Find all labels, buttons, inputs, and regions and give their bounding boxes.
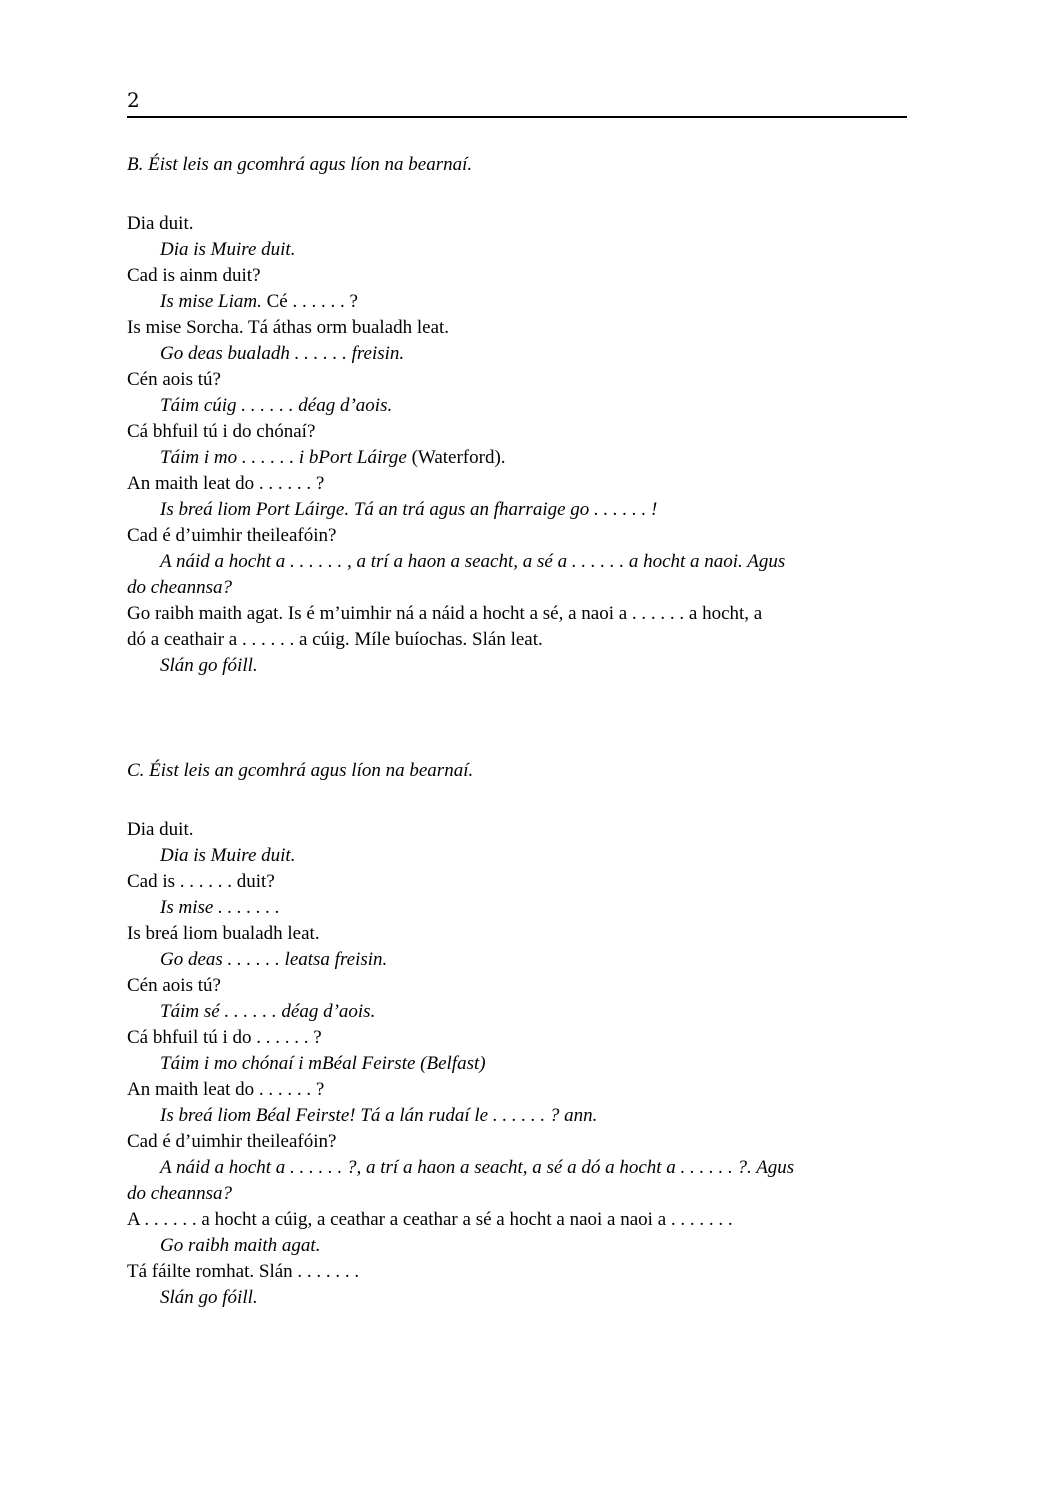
dialogue-line bbox=[127, 1285, 909, 1311]
dialogue bbox=[127, 817, 909, 1311]
dialogue-text: A náid a hocht a . . . . . . ?, a trí a haon a seacht, a sé a dó a hocht a . . . . . . ?. Agus bbox=[160, 1157, 795, 1178]
dialogue-line bbox=[127, 895, 909, 921]
dialogue-text: Is mise Liam. bbox=[160, 291, 262, 312]
dialogue-line bbox=[127, 1233, 909, 1259]
dialogue-text: Cé . . . . . . ? bbox=[261, 291, 358, 312]
dialogue-text: Go raibh maith agat. bbox=[160, 1235, 321, 1256]
dialogue-line bbox=[127, 601, 909, 627]
dialogue-text: dó a ceathair a . . . . . . a cúig. Míle buíochas. Slán leat. bbox=[127, 629, 543, 650]
dialogue-text: Tá fáilte romhat. Slán . . . . . . . bbox=[127, 1261, 360, 1282]
dialogue-text: Dia is Muire duit. bbox=[160, 845, 296, 866]
dialogue-line bbox=[127, 1207, 909, 1233]
dialogue-line bbox=[127, 341, 909, 367]
dialogue-text: Slán go fóill. bbox=[160, 655, 258, 676]
dialogue-line bbox=[127, 393, 909, 419]
dialogue-line bbox=[127, 1051, 909, 1077]
dialogue-line bbox=[127, 1155, 909, 1181]
dialogue-text: Go raibh maith agat. Is é m’uimhir ná a náid a hocht a sé, a naoi a . . . . . . a hocht, a bbox=[127, 603, 763, 624]
dialogue-line bbox=[127, 1025, 909, 1051]
dialogue-line bbox=[127, 315, 909, 341]
dialogue-line bbox=[127, 653, 909, 679]
dialogue-text: An maith leat do . . . . . . ? bbox=[127, 473, 325, 494]
dialogue-text: Dia duit. bbox=[127, 819, 194, 840]
section-title: C. Éist leis an gcomhrá agus líon na bearnaí. bbox=[127, 760, 474, 781]
dialogue-line bbox=[127, 575, 909, 601]
dialogue-text: Is breá liom Béal Feirste! Tá a lán rudaí le . . . . . . ? ann. bbox=[160, 1105, 598, 1126]
dialogue-text: Táim i mo . . . . . . i bPort Láirge bbox=[160, 447, 407, 468]
dialogue-line bbox=[127, 1103, 909, 1129]
dialogue-text: Dia is Muire duit. bbox=[160, 239, 296, 260]
dialogue-line bbox=[127, 1129, 909, 1155]
exercise-section-c bbox=[127, 758, 909, 1311]
dialogue-text: (Waterford). bbox=[406, 447, 506, 468]
dialogue-line bbox=[127, 1077, 909, 1103]
dialogue-text: Cén aois tú? bbox=[127, 975, 221, 996]
dialogue-text: Is breá liom bualadh leat. bbox=[127, 923, 320, 944]
dialogue-text: Is mise . . . . . . . bbox=[160, 897, 280, 918]
dialogue-line bbox=[127, 211, 909, 237]
dialogue-text: Cá bhfuil tú i do . . . . . . ? bbox=[127, 1027, 322, 1048]
dialogue-text: Dia duit. bbox=[127, 213, 194, 234]
dialogue-text: Cad é d’uimhir theileafóin? bbox=[127, 1131, 337, 1152]
dialogue-text: Is mise Sorcha. Tá áthas orm bualadh leat. bbox=[127, 317, 450, 338]
dialogue-line bbox=[127, 289, 909, 315]
dialogue-line bbox=[127, 973, 909, 999]
page-number: 2 bbox=[127, 88, 140, 112]
dialogue-line bbox=[127, 549, 909, 575]
dialogue-line bbox=[127, 497, 909, 523]
dialogue-text: Táim cúig . . . . . . déag d’aois. bbox=[160, 395, 393, 416]
dialogue-line bbox=[127, 921, 909, 947]
dialogue-line bbox=[127, 999, 909, 1025]
dialogue-line bbox=[127, 947, 909, 973]
dialogue-text: An maith leat do . . . . . . ? bbox=[127, 1079, 325, 1100]
dialogue-line bbox=[127, 419, 909, 445]
dialogue-text: Is breá liom Port Láirge. Tá an trá agus an fharraige go . . . . . . ! bbox=[160, 499, 658, 520]
dialogue-line bbox=[127, 627, 909, 653]
dialogue-text: Cad is . . . . . . duit? bbox=[127, 871, 275, 892]
dialogue-text: do cheannsa? bbox=[127, 1183, 233, 1204]
dialogue-text: Cén aois tú? bbox=[127, 369, 221, 390]
dialogue-line bbox=[127, 523, 909, 549]
dialogue-line bbox=[127, 367, 909, 393]
header-rule bbox=[127, 116, 907, 118]
section-title: B. Éist leis an gcomhrá agus líon na bearnaí. bbox=[127, 154, 473, 175]
dialogue-line bbox=[127, 445, 909, 471]
dialogue-line bbox=[127, 817, 909, 843]
dialogue-line bbox=[127, 237, 909, 263]
dialogue-text: A . . . . . . a hocht a cúig, a ceathar a ceathar a sé a hocht a naoi a naoi a . . . . . . . bbox=[127, 1209, 733, 1230]
dialogue-text: Go deas . . . . . . leatsa freisin. bbox=[160, 949, 388, 970]
dialogue-line bbox=[127, 1181, 909, 1207]
dialogue-line bbox=[127, 263, 909, 289]
dialogue-line bbox=[127, 1259, 909, 1285]
dialogue-text: Cad is ainm duit? bbox=[127, 265, 261, 286]
dialogue-line bbox=[127, 869, 909, 895]
dialogue-line bbox=[127, 843, 909, 869]
dialogue-text: Táim sé . . . . . . déag d’aois. bbox=[160, 1001, 376, 1022]
exercise-section-b bbox=[127, 152, 909, 679]
dialogue-text: do cheannsa? bbox=[127, 577, 233, 598]
dialogue-line bbox=[127, 471, 909, 497]
dialogue bbox=[127, 211, 909, 679]
dialogue-text: Cad é d’uimhir theileafóin? bbox=[127, 525, 337, 546]
dialogue-text: A náid a hocht a . . . . . . , a trí a haon a seacht, a sé a . . . . . . a hocht a naoi. Agus bbox=[160, 551, 786, 572]
dialogue-text: Slán go fóill. bbox=[160, 1287, 258, 1308]
dialogue-text: Táim i mo chónaí i mBéal Feirste (Belfast) bbox=[160, 1053, 486, 1074]
dialogue-text: Go deas bualadh . . . . . . freisin. bbox=[160, 343, 405, 364]
dialogue-text: Cá bhfuil tú i do chónaí? bbox=[127, 421, 316, 442]
